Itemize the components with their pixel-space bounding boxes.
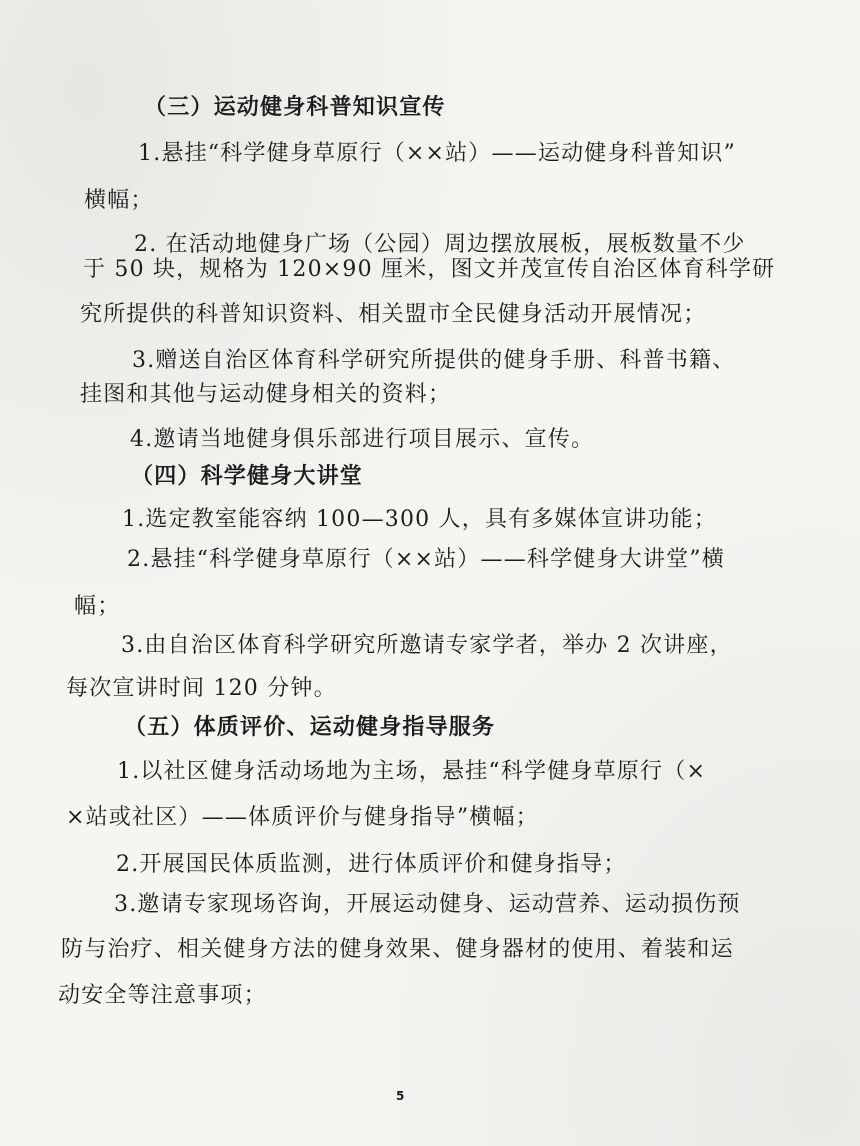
paragraph-line: 幅；	[74, 594, 121, 619]
paragraph-line: 2.开展国民体质监测，进行体质评价和健身指导；	[116, 852, 627, 877]
paragraph-line: 3.由自治区体育科学研究所邀请专家学者，举办 2 次讲座，	[121, 633, 733, 658]
paragraph-line: 防与治疗、相关健身方法的健身效果、健身器材的使用、着装和运	[61, 937, 734, 962]
section-heading-3: （三）运动健身科普知识宣传	[144, 94, 446, 120]
paragraph-line: 3.邀请专家现场咨询，开展运动健身、运动营养、运动损伤预	[114, 892, 741, 917]
paragraph-line: 挂图和其他与运动健身相关的资料；	[80, 382, 452, 407]
paragraph-line: 动安全等注意事项；	[58, 983, 267, 1008]
paragraph-line: 1.悬挂“科学健身草原行（××站）——运动健身科普知识”	[138, 141, 736, 166]
page-number: 5	[396, 1089, 405, 1103]
section-heading-4: （四）科学健身大讲堂	[131, 463, 364, 489]
paragraph-line: 究所提供的科普知识资料、相关盟市全民健身活动开展情况；	[80, 302, 707, 327]
paragraph-line: 3.赠送自治区体育科学研究所提供的健身手册、科普书籍、	[132, 348, 736, 373]
paragraph-line: 1.选定教室能容纳 100—300 人，具有多媒体宣讲功能；	[122, 507, 717, 532]
paragraph-line: 每次宣讲时间 120 分钟。	[66, 676, 337, 701]
paragraph-line: 于 50 块，规格为 120×90 厘米，图文并茂宣传自治区体育科学研	[83, 257, 776, 282]
paragraph-line: 2. 在活动地健身广场（公园）周边摆放展板，展板数量不少	[134, 232, 746, 257]
paragraph-line: 横幅；	[84, 188, 154, 213]
paragraph-line: ×站或社区）——体质评价与健身指导”横幅；	[66, 805, 539, 830]
section-heading-5: （五）体质评价、运动健身指导服务	[124, 714, 496, 740]
paragraph-line: 2.悬挂“科学健身草原行（××站）——科学健身大讲堂”横	[127, 547, 725, 572]
paragraph-line: 4.邀请当地健身俱乐部进行项目展示、宣传。	[130, 427, 595, 452]
paragraph-line: 1.以社区健身活动场地为主场，悬挂“科学健身草原行（×	[117, 759, 707, 784]
